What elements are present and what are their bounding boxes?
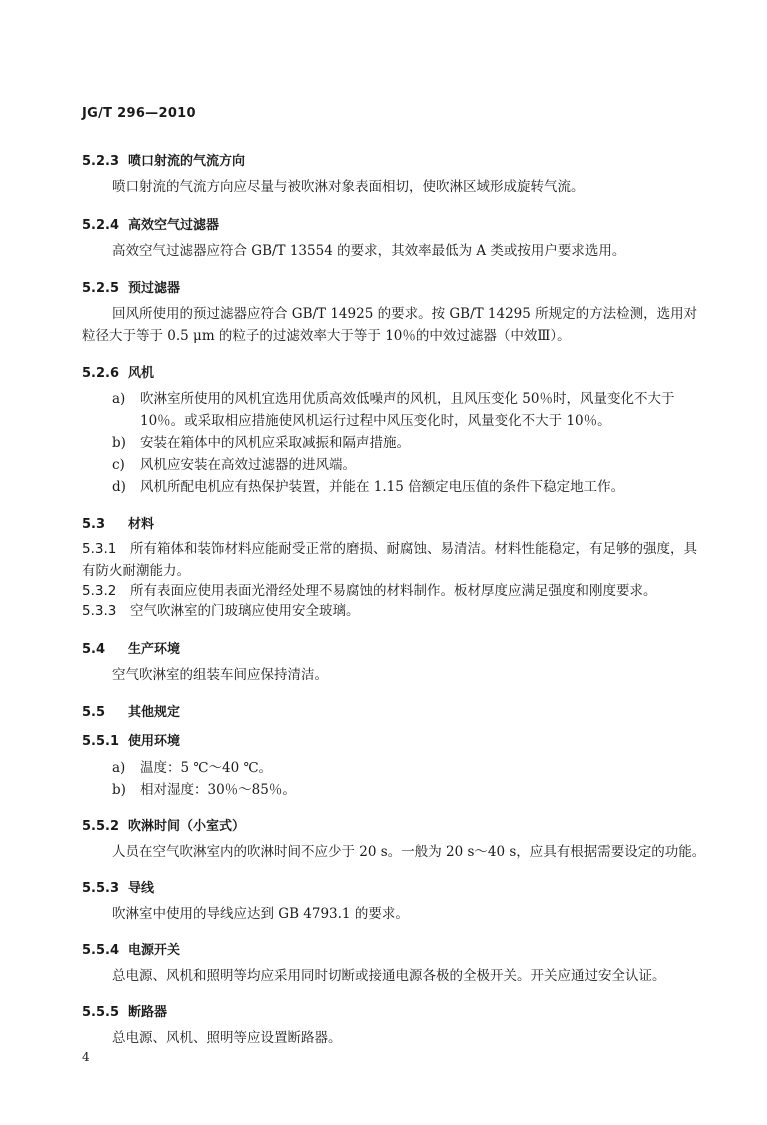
clause-5-3-2: 5.3.2 所有表面应使用表面光滑经处理不易腐蚀的材料制作。板材厚度应满足强度和刚度要求。: [82, 583, 657, 599]
standard-code-header: JG/T 296—2010: [82, 106, 196, 121]
document-page: JG/T 296—2010 5.2.3 喷口射流的气流方向 喷口射流的气流方向应尽量与被吹淋对象表面相切，使吹淋区域形成旋转气流。 5.2.4 高效空气过滤器 高效空气过滤器应符合 GB/T 13554 的要求，其效率最低为 A 类或按用户要求选用。 5.2.5 预过滤器 回风所使用的预过滤器应符合 GB/T 14925 的要求。按 GB/T 14295 所规定的方法检测，选用对 粒径大于等于 0.5 μm 的粒子的过滤效率大于等于 10％的中效过滤器（中效Ⅲ）。 5.2.6 风机 a) 吹淋室所使用的风机宜选用优质高效低噪声的风机，且风压变化 50％时，风量变化不大于 10％。或采取相应措施使风机运行过程中风压变化时，风量变化不大于 10％。 b) 安装在箱体中的风机应采取减振和隔声措施。 c) 风机应安装在高效过滤器的进风端。 d) 风机所配电机应有热保护装置，并能在 1.15 倍额定电压值的条件下稳定地工作。 5.3 材料 5.3.1 所有箱体和装饰材料应能耐受正常的磨损、耐腐蚀、易清洁。材料性能稳定，有足够的强度，具 有防火耐潮能力。 5.3.2 所有表面应使用表面光滑经处理不易腐蚀的材料制作。板材厚度应满足强度和刚度要求。 5.3.3 空气吹淋室的门玻璃应使用安全玻璃。 5.4 生产环境 空气吹淋室的组装车间应保持清洁。 5.5 其他规定 5.5.1 使用环境 a) 温度：5 ℃～40 ℃。 b) 相对湿度：30％～85％。 5.5.2 吹淋时间（小室式） 人员在空气吹淋室内的吹淋时间不应少于 20 s。一般为 20 s～40 s，应具有根据需要设定的功能。 5.5.3 导线 吹淋室中使用的导线应达到 GB 4793.1 的要求。 5.5.4 电源开关 总电源、风机和照明等均应采用同时切断或接通电源各极的全极开关。开关应通过安全认证。 5.5.5 断路器 总电源、风机、照明等应设置断路器。 4: [82, 106, 706, 1064]
heading-5-5-1: 5.5.1 使用环境: [82, 734, 181, 749]
heading-5-4: 5.4 生产环境: [82, 642, 181, 657]
heading-5-5-4: 5.5.4 电源开关: [82, 943, 181, 958]
heading-5-3: 5.3 材料: [82, 517, 155, 532]
page-number: 4: [82, 1050, 90, 1064]
heading-5-2-6: 5.2.6 风机: [82, 366, 155, 381]
heading-5-5-5: 5.5.5 断路器: [82, 1005, 168, 1020]
heading-5-5: 5.5 其他规定: [82, 705, 181, 720]
para-5-2-5-line2: 粒径大于等于 0.5 μm 的粒子的过滤效率大于等于 10％的中效过滤器（中效Ⅲ）。: [82, 328, 571, 344]
clause-5-3-1: 5.3.1 所有箱体和装饰材料应能耐受正常的磨损、耐腐蚀、易清洁。材料性能稳定，有足够的强度，具: [82, 541, 697, 557]
heading-5-2-3: 5.2.3 喷口射流的气流方向: [82, 154, 246, 169]
clause-5-3-1-cont: 有防火耐潮能力。: [82, 563, 190, 579]
heading-5-2-5: 5.2.5 预过滤器: [82, 281, 181, 296]
clause-5-3-3: 5.3.3 空气吹淋室的门玻璃应使用安全玻璃。: [82, 603, 360, 619]
heading-5-5-3: 5.5.3 导线: [82, 881, 155, 896]
heading-5-2-4: 5.2.4 高效空气过滤器: [82, 218, 220, 233]
para-5-2-4: 高效空气过滤器应符合 GB/T 13554 的要求，其效率最低为 A 类或按用户要求选用。: [112, 243, 626, 259]
para-5-5-2: 人员在空气吹淋室内的吹淋时间不应少于 20 s。一般为 20 s～40 s，应具有根据需要设定的功能。: [112, 844, 706, 860]
para-5-5-4: 总电源、风机和照明等均应采用同时切断或接通电源各极的全极开关。开关应通过安全认证。: [112, 968, 666, 984]
para-5-2-5-line1: 回风所使用的预过滤器应符合 GB/T 14925 的要求。按 GB/T 14295 所规定的方法检测，选用对: [112, 306, 698, 322]
para-5-2-3: 喷口射流的气流方向应尽量与被吹淋对象表面相切，使吹淋区域形成旋转气流。: [112, 179, 585, 195]
para-5-4: 空气吹淋室的组装车间应保持清洁。: [112, 667, 328, 683]
para-5-5-3: 吹淋室中使用的导线应达到 GB 4793.1 的要求。: [112, 906, 409, 922]
heading-5-5-2: 5.5.2 吹淋时间（小室式）: [82, 819, 246, 834]
para-5-5-5: 总电源、风机、照明等应设置断路器。: [112, 1030, 342, 1046]
